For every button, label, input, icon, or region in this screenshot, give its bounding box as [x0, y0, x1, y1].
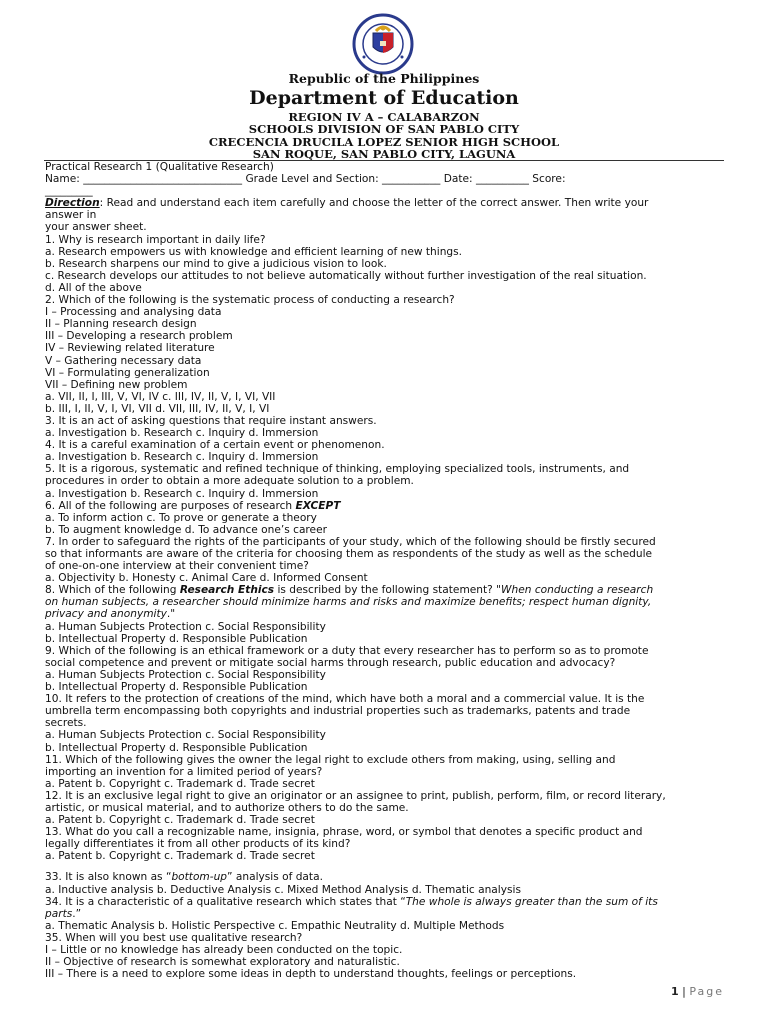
- question-line: procedures in order to obtain a more adequate solution to a problem.: [45, 475, 414, 488]
- page-separator: |: [678, 985, 690, 998]
- question-8-text: 8. Which of the following: [45, 584, 180, 597]
- question-line: 10. It refers to the protection of creations of the mind, which have both a moral and a commercial value. It is the: [45, 693, 645, 706]
- question-line: II – Objective of research is somewhat exploratory and naturalistic.: [45, 956, 400, 969]
- deped-seal-logo: [342, 13, 424, 75]
- question-line: social competence and prevent or mitigate social harms through research, public education and advocacy?: [45, 656, 616, 669]
- question-line: 2. Which of the following is the systematic process of conducting a research?: [45, 294, 455, 307]
- question-line: I – Processing and analysing data: [45, 306, 222, 319]
- question-line: secrets.: [45, 717, 87, 730]
- question-line: 1. Why is research important in daily life?: [45, 233, 266, 246]
- page-word: Page: [689, 985, 724, 998]
- region-heading: REGION IV A – CALABARZON: [288, 110, 480, 124]
- question-line: legally differentiates it from all other products of its kind?: [45, 838, 351, 851]
- question-6: [45, 500, 725, 512]
- question-line: a. Patent b. Copyright c. Trademark d. Trade secret: [45, 777, 315, 790]
- question-line: a. VII, II, I, III, V, VI, IV c. III, IV, II, V, I, VI, VII: [45, 390, 276, 403]
- question-33-options: a. Inductive analysis b. Deductive Analysis c. Mixed Method Analysis d. Thematic analysis: [45, 883, 521, 896]
- question-line: a. Thematic Analysis b. Holistic Perspective c. Empathic Neutrality d. Multiple Methods: [45, 919, 505, 932]
- question-line: b. Intellectual Property d. Responsible Publication: [45, 632, 308, 645]
- question-line: b. Research sharpens our mind to give a judicious vision to look.: [45, 257, 387, 270]
- question-line: a. Human Subjects Protection c. Social Responsibility: [45, 729, 326, 742]
- question-line: VII – Defining new problem: [45, 378, 188, 391]
- question-line: b. Intellectual Property d. Responsible Publication: [45, 741, 308, 754]
- division-heading: SCHOOLS DIVISION OF SAN PABLO CITY: [248, 122, 520, 136]
- questions-34-35: [45, 920, 725, 980]
- question-6-text: 6. All of the following are purposes of research: [45, 499, 296, 512]
- question-8-quote-3: privacy and anonymity: [45, 608, 167, 621]
- direction-label: Direction: [45, 197, 100, 210]
- question-33-end: ” analysis of data.: [227, 871, 323, 884]
- question-34-emphasis-2: parts: [45, 907, 73, 920]
- question-line: c. Research develops our attitudes to not believe automatically without further investigation of the real situation.: [45, 269, 647, 282]
- school-heading: CRECENCIA DRUCILA LOPEZ SENIOR HIGH SCHOOL: [208, 135, 560, 149]
- question-line: so that informants are aware of the criteria for choosing them as respondents of the study as well as the schedule: [45, 548, 653, 560]
- student-info-line: Name: ______________________________ Grade Level and Section: ___________ Date: __________ Score:: [45, 173, 566, 186]
- question-8-line-2: on human subjects, a researcher should minimize harms and risks and maximize benefits; respect human dignity,: [45, 596, 652, 609]
- question-34-emphasis-1: The whole is always greater than the sum of its: [405, 895, 658, 908]
- question-line: III – Developing a research problem: [45, 330, 233, 343]
- question-34-text: 34. It is a characteristic of a qualitative research which states that “: [45, 895, 406, 908]
- question-line: of one-on-one interview at their convenient time?: [45, 560, 309, 573]
- question-line: a. Investigation b. Research c. Inquiry d. Immersion: [45, 427, 319, 440]
- question-line: a. Investigation b. Research c. Inquiry d. Immersion: [45, 451, 319, 464]
- question-line: importing an invention for a limited period of years?: [45, 765, 323, 778]
- question-8-quote-1: When conducting a research: [501, 584, 654, 597]
- direction-line-3: your answer sheet.: [45, 221, 147, 234]
- direction-text: : Read and understand each item carefully and choose the letter of the correct answer. Then write your: [99, 197, 649, 210]
- question-33-text: 33. It is also known as “: [45, 871, 172, 884]
- question-33: [45, 871, 725, 883]
- question-line: a. Human Subjects Protection c. Social Responsibility: [45, 668, 326, 681]
- question-line: a. Research empowers us with knowledge and efficient learning of new things.: [45, 245, 463, 258]
- question-line: b. To augment knowledge d. To advance one’s career: [45, 523, 327, 536]
- question-line: b. Intellectual Property d. Responsible Publication: [45, 681, 308, 694]
- question-34-end: .”: [72, 907, 82, 920]
- question-line: b. III, I, II, V, I, VI, VII d. VII, III, IV, II, V, I, VI: [45, 402, 270, 415]
- question-line: d. All of the above: [45, 281, 142, 294]
- question-line: umbrella term encompassing both copyrights and industrial properties such as trademarks, patents and trade: [45, 705, 631, 718]
- question-line: a. Objectivity b. Honesty c. Animal Care d. Informed Consent: [45, 572, 368, 585]
- questions-1-5: [45, 234, 725, 500]
- question-8-emphasis: Research Ethics: [179, 584, 275, 597]
- question-line: I – Little or no knowledge has already been conducted on the topic.: [45, 944, 403, 956]
- page-number: 1: [671, 985, 679, 998]
- questions-6-7: [45, 512, 725, 585]
- question-34-line-2: [45, 908, 725, 920]
- question-line: 11. Which of the following gives the owner the legal right to exclude others from making, using, selling and: [45, 753, 616, 766]
- question-line: 4. It is a careful examination of a certain event or phenomenon.: [45, 439, 385, 452]
- question-34-line-1: [45, 896, 725, 908]
- score-blank: _________: [45, 185, 93, 198]
- exam-body: [45, 161, 725, 980]
- question-line: 9. Which of the following is an ethical framework or a duty that every researcher has to perform so as to promote: [45, 644, 649, 657]
- question-8-line-3: [45, 608, 725, 620]
- question-8-mid: is described by the following statement? ": [274, 584, 502, 597]
- address-heading: SAN ROQUE, SAN PABLO CITY, LAGUNA: [252, 147, 516, 161]
- question-line: II – Planning research design: [45, 318, 197, 331]
- questions-8-13: [45, 621, 725, 863]
- question-line: 5. It is a rigorous, systematic and refined technique of thinking, employing specialized tools, instruments, and: [45, 463, 630, 476]
- department-heading: Department of Education: [249, 87, 519, 109]
- question-6-emphasis: EXCEPT: [295, 499, 341, 512]
- question-line: V – Gathering necessary data: [45, 354, 202, 367]
- subject-line: Practical Research 1 (Qualitative Research): [45, 161, 274, 173]
- question-line: 13. What do you call a recognizable name, insignia, phrase, word, or symbol that denotes a specific product and: [45, 826, 643, 839]
- question-line: 3. It is an act of asking questions that require instant answers.: [45, 414, 377, 427]
- question-33-emphasis: bottom-up: [171, 871, 228, 884]
- question-line: IV – Reviewing related literature: [45, 342, 215, 355]
- question-line: a. Patent b. Copyright c. Trademark d. Trade secret: [45, 814, 315, 827]
- question-line: 35. When will you best use qualitative research?: [45, 931, 303, 944]
- question-line: VI – Formulating generalization: [45, 366, 210, 379]
- question-line: artistic, or musical material, and to authorize others to do the same.: [45, 801, 409, 814]
- question-line: a. Patent b. Copyright c. Trademark d. Trade secret: [45, 850, 315, 863]
- direction-line: [45, 197, 725, 209]
- direction-line-2: answer in: [45, 209, 97, 222]
- question-8-line-1: [45, 584, 725, 596]
- question-line: a. Human Subjects Protection c. Social Responsibility: [45, 620, 326, 633]
- question-line: 7. In order to safeguard the rights of the participants of your study, which of the following should be firstly secured: [45, 535, 656, 548]
- question-line: III – There is a need to explore some ideas in depth to understand thoughts, feelings or perceptions.: [45, 968, 577, 981]
- question-line: a. To inform action c. To prove or generate a theory: [45, 511, 317, 524]
- page-footer: [671, 985, 724, 998]
- question-8-end: .": [166, 608, 176, 621]
- question-line: a. Investigation b. Research c. Inquiry d. Immersion: [45, 487, 319, 500]
- question-line: 12. It is an exclusive legal right to give an originator or an assignee to print, publish, perform, film, or record literary,: [45, 789, 666, 802]
- republic-heading: Republic of the Philippines: [288, 71, 480, 86]
